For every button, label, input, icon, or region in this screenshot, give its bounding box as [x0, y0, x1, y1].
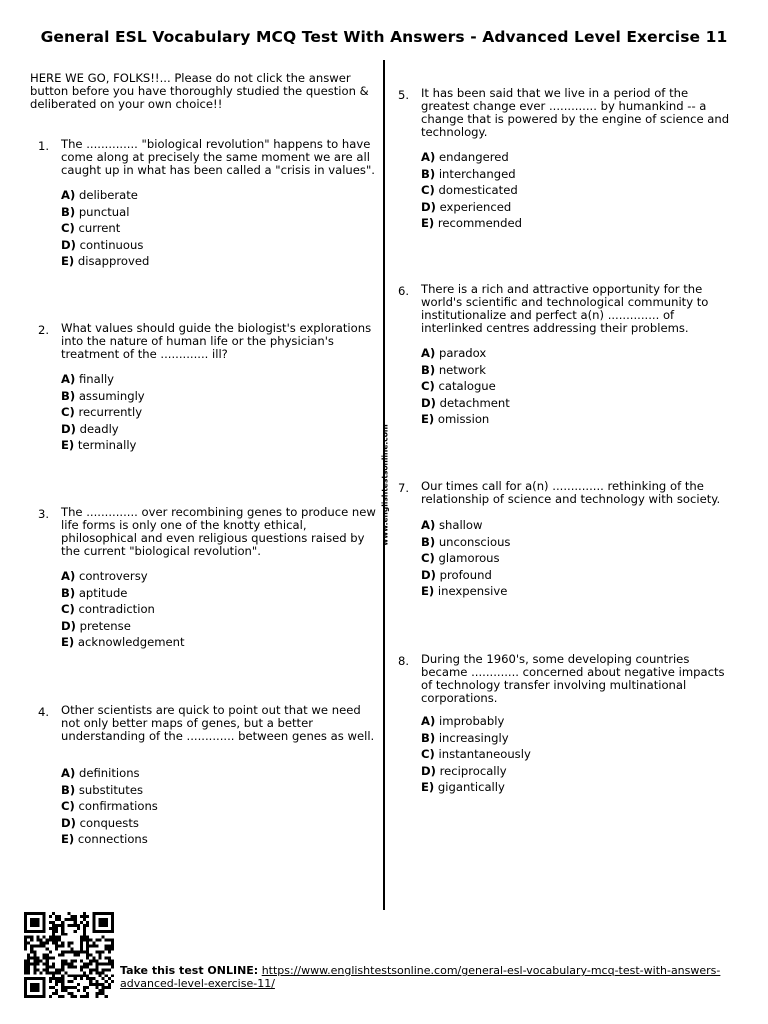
options-list [421, 149, 522, 232]
option-b[interactable]: B) network [421, 362, 486, 377]
option-d[interactable]: D) pretense [61, 618, 131, 633]
option-e[interactable]: E) omission [421, 412, 490, 426]
option-d[interactable]: D) detachment [421, 395, 510, 410]
option-e[interactable]: E) gigantically [421, 780, 505, 794]
option-a[interactable]: A) finally [61, 372, 115, 386]
option-c[interactable]: C) confirmations [61, 799, 158, 813]
option-c[interactable]: C) current [61, 221, 121, 235]
question-text: There is a rich and attractive opportunity for the world's scientific and technological community to institutionalize and perfect a(n) .............. of interlinked centres addressing their problems. [421, 282, 709, 335]
option-b[interactable]: B) punctual [61, 204, 130, 219]
option-c[interactable]: C) glamorous [421, 551, 500, 565]
question-text: It has been said that we live in a period of the greatest change ever ............. by humankind -- a change that is powered by the engine of science and technology. [421, 86, 730, 139]
option-b[interactable]: B) interchanged [421, 166, 516, 181]
options-list [61, 765, 158, 848]
question-number: 4. [38, 705, 50, 719]
option-d[interactable]: D) reciprocally [421, 763, 507, 778]
option-c[interactable]: C) instantaneously [421, 747, 531, 761]
option-d[interactable]: D) deadly [61, 421, 119, 436]
option-b[interactable]: B) increasingly [421, 730, 509, 745]
question-text: During the 1960's, some developing countries became ............. concerned about negative impacts of technology transfer involving multinational corporations. [421, 652, 725, 705]
question-text: Our times call for a(n) .............. rethinking of the relationship of science and technology with society. [421, 479, 721, 506]
question-text: The .............. "biological revolution" happens to have come along at precisely the same moment we are all caught up in what has been called a "crisis in values". [61, 137, 375, 177]
option-d[interactable]: D) continuous [61, 237, 144, 252]
option-e[interactable]: E) disapproved [61, 254, 150, 268]
page-title: General ESL Vocabulary MCQ Test With Answers - Advanced Level Exercise 11 [40, 28, 728, 46]
options-list [61, 568, 185, 651]
question-number: 8. [398, 654, 410, 668]
footer-label: Take this test ONLINE: [120, 964, 259, 977]
option-a[interactable]: A) endangered [421, 150, 509, 164]
option-d[interactable]: D) conquests [61, 815, 139, 830]
options-list [421, 345, 510, 428]
question-number: 1. [38, 139, 50, 153]
option-e[interactable]: E) terminally [61, 438, 137, 452]
options-list [421, 713, 531, 796]
question-text: The .............. over recombining genes to produce new life forms is only one of the knotty ethical, philosophical and even religious questions raised by the current "biological revolution". [61, 505, 376, 558]
watermark-text: www.englishtestsonline.com [380, 424, 390, 546]
option-d[interactable]: D) profound [421, 567, 492, 582]
option-a[interactable]: A) paradox [421, 346, 487, 360]
option-b[interactable]: B) assumingly [61, 388, 145, 403]
option-b[interactable]: B) aptitude [61, 585, 128, 600]
option-d[interactable]: D) experienced [421, 199, 512, 214]
option-e[interactable]: E) recommended [421, 216, 522, 230]
question-number: 5. [398, 88, 410, 102]
question-number: 3. [38, 507, 50, 521]
question-number: 7. [398, 481, 410, 495]
option-a[interactable]: A) deliberate [61, 188, 138, 202]
option-c[interactable]: C) contradiction [61, 602, 155, 616]
qr-code [24, 912, 114, 998]
options-list [421, 517, 510, 600]
option-a[interactable]: A) definitions [61, 766, 140, 780]
question-text: What values should guide the biologist's explorations into the nature of human life or the physician's treatment of the ............. ill? [61, 321, 372, 361]
option-a[interactable]: A) improbably [421, 714, 505, 728]
option-a[interactable]: A) shallow [421, 518, 483, 532]
option-a[interactable]: A) controversy [61, 569, 148, 583]
option-b[interactable]: B) unconscious [421, 534, 511, 549]
footer [120, 964, 740, 990]
option-c[interactable]: C) domesticated [421, 183, 518, 197]
option-e[interactable]: E) connections [61, 832, 148, 846]
intro-text: HERE WE GO, FOLKS!!... Please do not click the answer button before you have thoroughly studied the question & deliberated on your own choice!! [30, 71, 369, 111]
option-c[interactable]: C) recurrently [61, 405, 143, 419]
options-list [61, 371, 145, 454]
question-number: 2. [38, 323, 50, 337]
option-e[interactable]: E) inexpensive [421, 584, 508, 598]
test-online-link[interactable]: https://www.englishtestsonline.com/general-esl-vocabulary-mcq-test-with-answers-advanced-level-exercise-11/ [120, 964, 721, 990]
option-c[interactable]: C) catalogue [421, 379, 496, 393]
question-text: Other scientists are quick to point out that we need not only better maps of genes, but a better understanding of the ............. between genes as well. [61, 703, 375, 743]
option-e[interactable]: E) acknowledgement [61, 635, 185, 649]
options-list [61, 187, 149, 270]
question-number: 6. [398, 284, 410, 298]
option-b[interactable]: B) substitutes [61, 782, 143, 797]
